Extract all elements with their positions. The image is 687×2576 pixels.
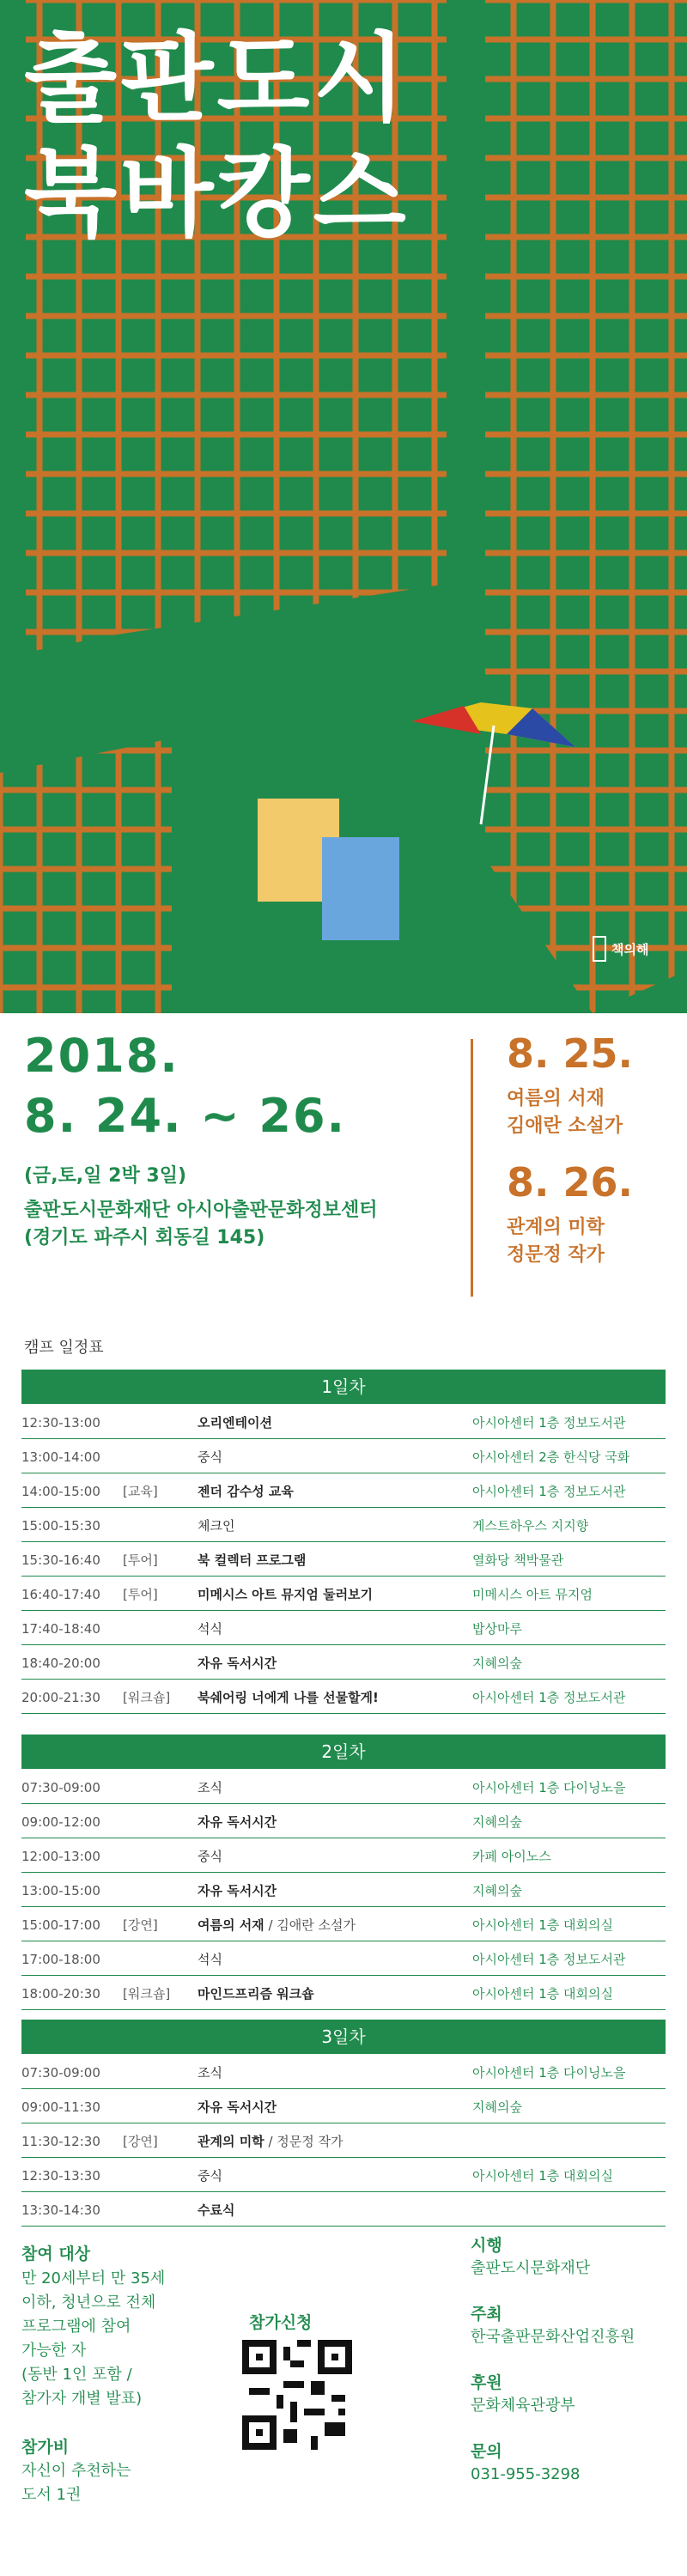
row-event: [198, 2057, 222, 2088]
target-text: [21, 2267, 165, 2411]
row-event-title: 여름의 서재: [198, 1917, 264, 1933]
talk-1-date: 8. 25.: [507, 1030, 633, 1077]
schedule-row: [21, 2195, 666, 2227]
row-location: 아시아센터 2층 한식당 국화: [472, 1449, 630, 1465]
row-location: 아시아센터 1층 대회의실: [472, 1917, 613, 1933]
row-location: 아시아센터 1층 정보도서관: [472, 1952, 626, 1967]
footer-line: 만 20세부터 만 35세: [21, 2269, 166, 2287]
event-venue: 출판도시문화재단 아시아출판문화정보센터: [24, 1200, 378, 1221]
row-time: 07:30-09:00: [21, 2065, 100, 2081]
row-time: 09:00-12:00: [21, 1814, 100, 1830]
schedule-row: [21, 1978, 666, 2010]
event-dates: 8. 24. ~ 26.: [24, 1089, 347, 1143]
fee-heading: 참가비: [21, 2438, 70, 2457]
talk-2-title: 관계의 미학: [507, 1217, 605, 1238]
right-lattice: [485, 0, 687, 1013]
schedule-row: [21, 1875, 666, 1907]
row-tag: [워크숍]: [123, 1986, 171, 2002]
schedule-row: [21, 1579, 666, 1611]
row-time: 12:30-13:00: [21, 1415, 100, 1431]
row-time: 11:30-12:30: [21, 2134, 100, 2149]
row-time: 07:30-09:00: [21, 1780, 100, 1795]
contact-phone[interactable]: 031-955-3298: [471, 2465, 581, 2483]
row-event-title: 조식: [198, 2065, 222, 2081]
footer-line: 프로그램에 참여: [21, 2318, 131, 2336]
row-event: [198, 1442, 222, 1473]
row-event-title: 자유 독서시간: [198, 1814, 277, 1830]
row-location: 지혜의숲: [472, 1814, 522, 1830]
row-event: [198, 1407, 272, 1438]
footer-line: 도서 1권: [21, 2486, 82, 2504]
row-location: 지혜의숲: [472, 1883, 522, 1899]
title-line-1: 출판도시: [24, 23, 410, 135]
row-event-title: 젠더 감수성 교육: [198, 1484, 294, 1499]
footer-line: 가능한 자: [21, 2342, 87, 2360]
row-time: 15:00-15:30: [21, 1518, 100, 1534]
row-location: 미메시스 아트 뮤지엄: [472, 1587, 593, 1602]
row-time: 14:00-15:00: [21, 1484, 100, 1499]
schedule-row: [21, 1682, 666, 1714]
row-time: 13:30-14:30: [21, 2202, 100, 2218]
schedule-row: [21, 1545, 666, 1577]
schedule-row: [21, 1613, 666, 1645]
book-year-logo: [593, 932, 661, 966]
row-time: 16:40-17:40: [21, 1587, 100, 1602]
row-location: 카페 아이노스: [472, 1849, 551, 1864]
row-tag: [교육]: [123, 1484, 158, 1499]
sponsor-heading: 후원: [471, 2373, 502, 2392]
row-time: 17:40-18:40: [21, 1621, 100, 1637]
row-event-title: 북 컬렉터 프로그램: [198, 1552, 307, 1568]
row-event: [198, 1545, 306, 1576]
row-event-title: 중식: [198, 1849, 222, 1864]
organizer-name: 한국출판문화산업진흥원: [471, 2328, 635, 2346]
row-time: 17:00-18:00: [21, 1952, 100, 1967]
row-event: [198, 1978, 314, 2009]
row-event: [198, 2126, 344, 2157]
row-time: 13:00-15:00: [21, 1883, 100, 1899]
row-event-title: 석식: [198, 1952, 222, 1967]
schedule-row: [21, 1944, 666, 1976]
footer-line: 이하, 청년으로 전체: [21, 2293, 156, 2312]
schedule-row: [21, 2092, 666, 2123]
schedule-row: [21, 1772, 666, 1804]
row-event-title: 중식: [198, 2168, 222, 2184]
row-location: 아시아센터 1층 정보도서관: [472, 1484, 626, 1499]
row-location: 아시아센터 1층 다이닝노을: [472, 2065, 626, 2081]
schedule-row: [21, 1807, 666, 1838]
schedule-row: [21, 1841, 666, 1873]
row-event: [198, 1944, 222, 1975]
row-tag: [강연]: [123, 1917, 158, 1933]
row-time: 09:00-11:30: [21, 2099, 100, 2115]
day-header: 3일차: [21, 2020, 666, 2054]
row-time: 15:30-16:40: [21, 1552, 100, 1568]
schedule-row: [21, 2126, 666, 2158]
apply-heading: 참가신청: [249, 2313, 313, 2332]
row-location: 게스트하우스 지지향: [472, 1518, 589, 1534]
row-event: [198, 1579, 373, 1610]
row-location: 아시아센터 1층 대회의실: [472, 1986, 613, 2002]
day-header: 2일차: [21, 1735, 666, 1769]
row-event: [198, 1841, 222, 1872]
row-time: 12:00-13:00: [21, 1849, 100, 1864]
row-event: [198, 1510, 234, 1541]
row-location: 아시아센터 1층 정보도서관: [472, 1690, 626, 1705]
row-time: 13:00-14:00: [21, 1449, 100, 1465]
row-tag: [워크숍]: [123, 1690, 171, 1705]
row-event-title: 자유 독서시간: [198, 1656, 277, 1671]
row-time: 18:40-20:00: [21, 1656, 100, 1671]
target-heading: 참여 대상: [21, 2245, 91, 2263]
logo-text: 책의해: [611, 941, 649, 957]
row-location: 지혜의숲: [472, 2099, 522, 2115]
schedule-row: [21, 1407, 666, 1439]
row-location: 지혜의숲: [472, 1656, 522, 1671]
talk-2-speaker: 정문정 작가: [507, 1244, 605, 1266]
row-event: [198, 2195, 234, 2226]
schedule-title: 캠프 일정표: [24, 1339, 104, 1357]
sponsor-name: 문화체육관광부: [471, 2397, 575, 2415]
row-event-title: 수료식: [198, 2202, 235, 2218]
row-location: 아시아센터 1층 대회의실: [472, 2168, 613, 2184]
row-tag: [투어]: [123, 1587, 158, 1602]
row-location: 아시아센터 1층 정보도서관: [472, 1415, 626, 1431]
footer-line: 자신이 추천하는: [21, 2462, 131, 2480]
row-event: [198, 1772, 222, 1803]
row-event: [198, 2160, 222, 2191]
talk-2-date: 8. 26.: [507, 1159, 633, 1206]
row-time: 18:00-20:30: [21, 1986, 100, 2002]
event-days: (금,토,일 2박 3일): [24, 1165, 187, 1187]
row-event: [198, 1476, 294, 1507]
contact-heading: 문의: [471, 2442, 502, 2461]
row-event: [198, 1682, 379, 1713]
row-time: 15:00-17:00: [21, 1917, 100, 1933]
row-time: 20:00-21:30: [21, 1690, 100, 1705]
row-event-title: 조식: [198, 1780, 222, 1795]
footer-line: 참가자 개별 발표): [21, 2390, 143, 2408]
blue-book-icon: [322, 837, 399, 940]
host-name: 출판도시문화재단: [471, 2259, 591, 2277]
event-address: (경기도 파주시 회동길 145): [24, 1227, 265, 1249]
row-event-title: 석식: [198, 1621, 222, 1637]
schedule-row: [21, 1442, 666, 1473]
row-event-title: 마인드프리즘 워크숍: [198, 1986, 314, 2002]
row-event: [198, 1613, 222, 1644]
day-header: 1일차: [21, 1370, 666, 1404]
row-location: 아시아센터 1층 다이닝노을: [472, 1780, 626, 1795]
schedule-row: [21, 1910, 666, 1941]
poster-artwork: [0, 0, 687, 1013]
schedule-row: [21, 2057, 666, 2089]
row-event: [198, 1807, 277, 1838]
bottom-left-lattice: [0, 738, 172, 1013]
qr-code-icon[interactable]: [242, 2340, 352, 2450]
fee-text: [21, 2459, 131, 2507]
title-line-2: 북바캉스: [24, 138, 410, 250]
book-logo-icon: [593, 936, 606, 962]
event-year: 2018.: [24, 1029, 179, 1083]
organizer-heading: 주최: [471, 2305, 502, 2324]
footer-line: (동반 1인 포함 /: [21, 2366, 132, 2384]
talk-1-speaker: 김애란 소설가: [507, 1115, 623, 1137]
divider: [471, 1039, 473, 1297]
host-heading: 시행: [471, 2236, 502, 2255]
row-event-speaker: / 정문정 작가: [264, 2134, 344, 2149]
row-location: 밥상마루: [472, 1621, 522, 1637]
row-event-speaker: / 김애란 소설가: [264, 1917, 356, 1933]
row-event: [198, 2092, 277, 2123]
schedule-row: [21, 2160, 666, 2192]
row-event-title: 관계의 미학: [198, 2134, 264, 2149]
schedule-row: [21, 1476, 666, 1508]
row-event: [198, 1910, 356, 1941]
row-event-title: 자유 독서시간: [198, 2099, 277, 2115]
row-event: [198, 1648, 277, 1679]
row-event-title: 북쉐어링 너에게 나를 선물할게!: [198, 1690, 379, 1705]
schedule-row: [21, 1648, 666, 1680]
row-event-title: 자유 독서시간: [198, 1883, 277, 1899]
row-event-title: 미메시스 아트 뮤지엄 둘러보기: [198, 1587, 374, 1602]
row-event-title: 오리엔테이션: [198, 1415, 272, 1431]
schedule-row: [21, 1510, 666, 1542]
row-event-title: 체크인: [198, 1518, 235, 1534]
row-event: [198, 1875, 277, 1906]
row-tag: [강연]: [123, 2134, 158, 2149]
row-event-title: 중식: [198, 1449, 222, 1465]
talk-1-title: 여름의 서재: [507, 1088, 605, 1109]
row-location: 열화당 책박물관: [472, 1552, 564, 1568]
row-time: 12:30-13:30: [21, 2168, 100, 2184]
row-tag: [투어]: [123, 1552, 158, 1568]
